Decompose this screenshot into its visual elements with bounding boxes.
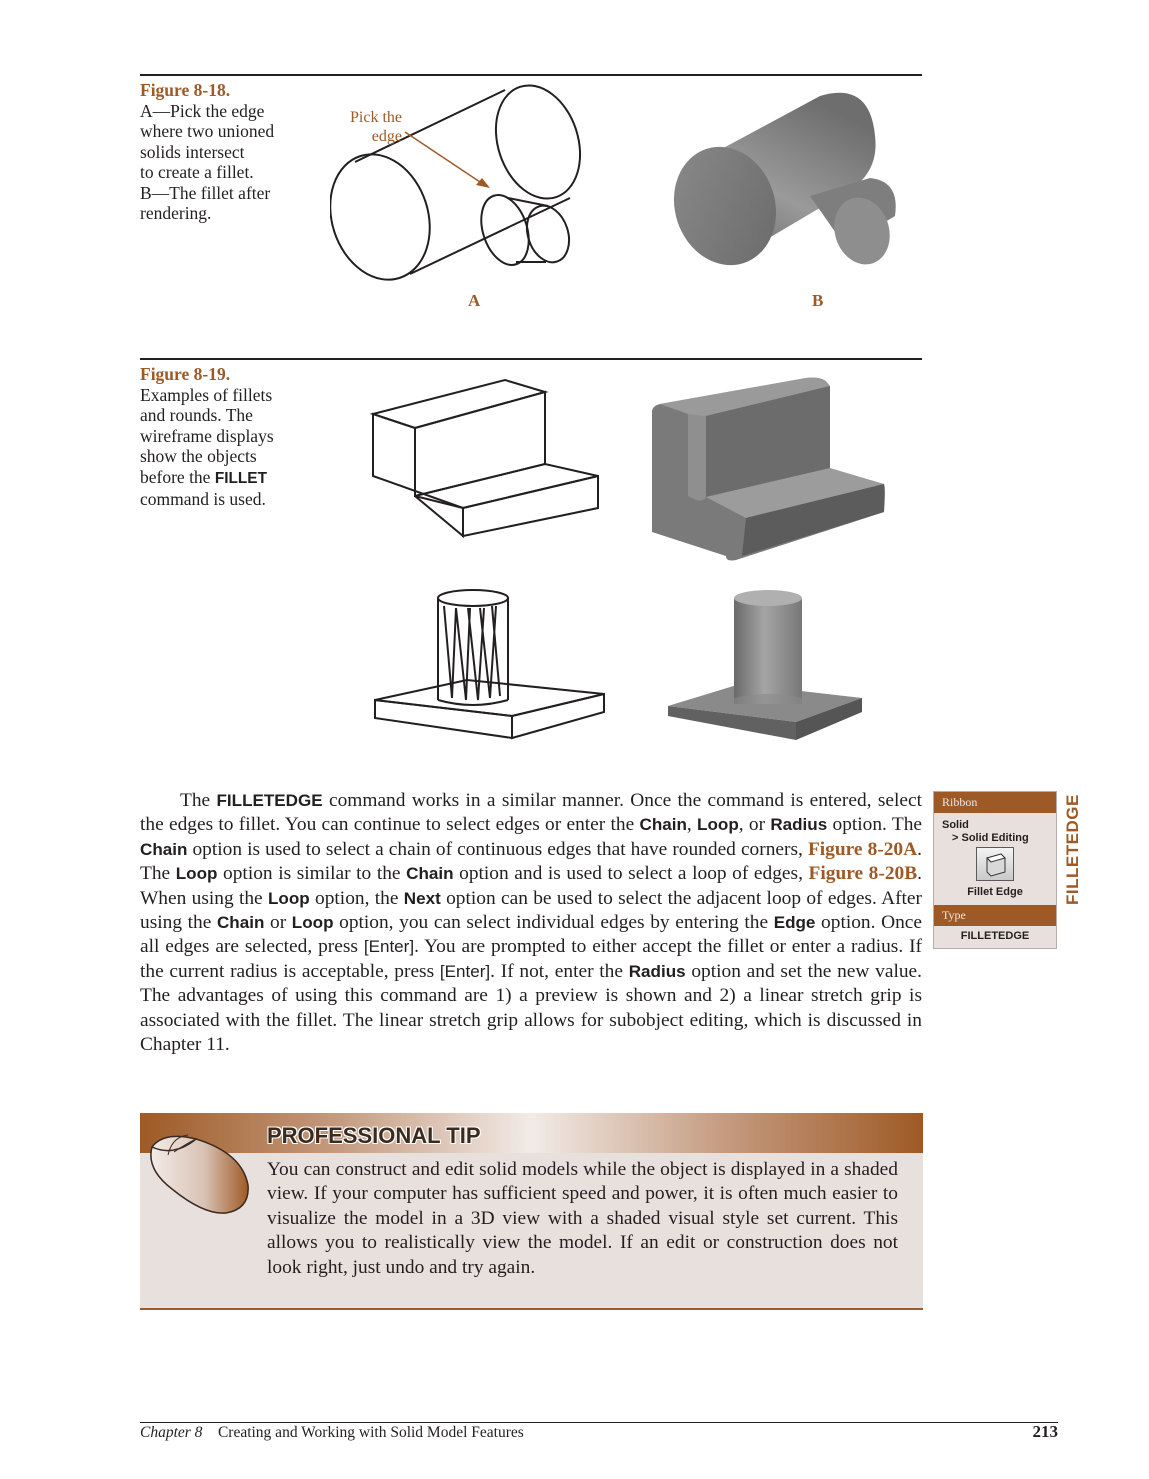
option-radius: Radius: [770, 815, 828, 835]
ribbon-access-box: [933, 791, 1057, 949]
body-paragraph: [140, 789, 922, 1057]
fig819-line: before the: [140, 466, 215, 487]
body-text: The: [180, 790, 217, 811]
mouse-icon: [144, 1127, 260, 1217]
fig818-label-b: B: [812, 291, 824, 310]
option-loop: Loop: [175, 864, 218, 884]
fig818-line: where two unioned: [140, 121, 275, 141]
figure-reference[interactable]: Figure 8-20B: [808, 863, 918, 885]
fig818-line: rendering.: [140, 203, 212, 223]
ribbon-tab: Solid: [942, 819, 969, 831]
option-loop: Loop: [291, 913, 334, 933]
ribbon-type-header: Type: [934, 905, 1056, 926]
option-chain: Chain: [216, 913, 265, 933]
option-chain: Chain: [639, 815, 687, 835]
body-text: option, you can select individual edges by entering the: [333, 912, 774, 934]
fig818-top-rule: [140, 74, 922, 76]
body-text: . When using the: [140, 863, 923, 909]
body-text: option and set the new value. The advantages of using this command are 1) a preview is shown and 2) a linear stretch grip is associated with the fillet. The linear stretch grip allows for subobject editing, which is discussed in Chapter 11.: [140, 960, 922, 1056]
ribbon-type-command: FILLETEDGE: [960, 930, 1030, 942]
body-text: . You are prompted to either accept the fillet or enter a radius. If the current radius is acceptable, press: [140, 936, 922, 982]
fig818-number: Figure 8-18.: [140, 80, 231, 100]
body-text: , or: [738, 814, 771, 836]
body-text: option is used to select a chain of continuous edges that have rounded corners,: [187, 838, 808, 860]
option-next: Next: [403, 888, 441, 908]
body-text: . The: [140, 838, 922, 885]
side-command-label: FILLETEDGE: [1063, 794, 1082, 905]
fig819-wireframe-post: [372, 588, 612, 748]
body-text: option. The: [827, 814, 922, 836]
option-chain: Chain: [140, 839, 188, 859]
fig819-wireframe-step: [370, 376, 605, 541]
command-filletedge: FILLETEDGE: [216, 791, 323, 810]
fig819-caption: [140, 364, 320, 510]
option-radius: Radius: [628, 961, 686, 981]
option-edge: Edge: [773, 913, 816, 933]
ribbon-panel: > Solid Editing: [952, 832, 1029, 844]
tip-text: You can construct and edit solid models while the object is displayed in a shaded view. If your computer has sufficient speed and power, it is often much easier to visualize the model in a 3D view with a shaded visual style set current. This allows you to realistically view the model. If an edit or construction does not look right, just undo and try again.: [267, 1159, 898, 1278]
fillet-edge-icon[interactable]: [976, 847, 1014, 881]
body-text: . If not, enter the: [490, 960, 629, 982]
fig818-caption: [140, 80, 320, 224]
fig819-line: Examples of fillets: [140, 384, 273, 405]
fig818-shaded-illustration: [670, 86, 910, 276]
footer-rule: [140, 1422, 1058, 1423]
figure-reference[interactable]: Figure 8-20A: [807, 838, 918, 860]
enter-key: [Enter]: [439, 961, 491, 981]
ribbon-button-label: Fillet Edge: [967, 886, 1023, 898]
fig818-callout: [340, 108, 402, 146]
footer-chapter-title: Creating and Working with Solid Model Features: [217, 1424, 524, 1441]
footer-chapter: [140, 1424, 524, 1442]
enter-key: [Enter]: [363, 937, 415, 957]
body-text: command works in a similar manner. Once the command is entered, select the edges to fillet. You can continue to select edges or enter the: [140, 790, 922, 836]
fig818-line: solids intersect: [140, 141, 245, 162]
option-loop: Loop: [697, 815, 739, 835]
fillet-command: FILLET: [214, 469, 267, 487]
body-text: ,: [686, 814, 698, 836]
callout-line: edge: [371, 128, 402, 145]
fig819-number: Figure 8-19.: [140, 364, 231, 384]
fig818-label-a: A: [468, 291, 481, 310]
fig819-top-rule: [140, 358, 922, 360]
footer-chapter-number: Chapter 8: [140, 1424, 203, 1441]
fig819-line: and rounds. The: [140, 405, 253, 425]
body-text: option, the: [309, 887, 404, 909]
fig819-shaded-step: [646, 372, 886, 562]
fig818-line: A—Pick the edge: [140, 100, 265, 121]
body-text: option and is used to select a loop of edges,: [453, 863, 809, 885]
body-text: option is similar to the: [217, 863, 407, 885]
tip-title: PROFESSIONAL TIP: [267, 1123, 481, 1148]
body-text: or: [264, 912, 292, 934]
page-number: 213: [1032, 1422, 1058, 1441]
professional-tip: [140, 1113, 923, 1310]
ribbon-header: Ribbon: [934, 792, 1056, 813]
fig819-line: wireframe displays: [140, 425, 274, 446]
option-loop: Loop: [268, 888, 310, 908]
fig818-line: to create a fillet.: [140, 162, 254, 182]
fig819-line: command is used.: [140, 489, 266, 509]
fig818-line: B—The fillet after: [140, 182, 271, 203]
callout-line: Pick the: [350, 109, 402, 126]
option-chain: Chain: [406, 864, 454, 884]
fig819-shaded-post: [666, 588, 866, 743]
body-text: option. Once all edges are selected, press: [140, 912, 922, 958]
fig819-line: show the objects: [140, 446, 257, 466]
body-text: option can be used to select the adjacent loop of edges. After using the: [140, 887, 923, 934]
